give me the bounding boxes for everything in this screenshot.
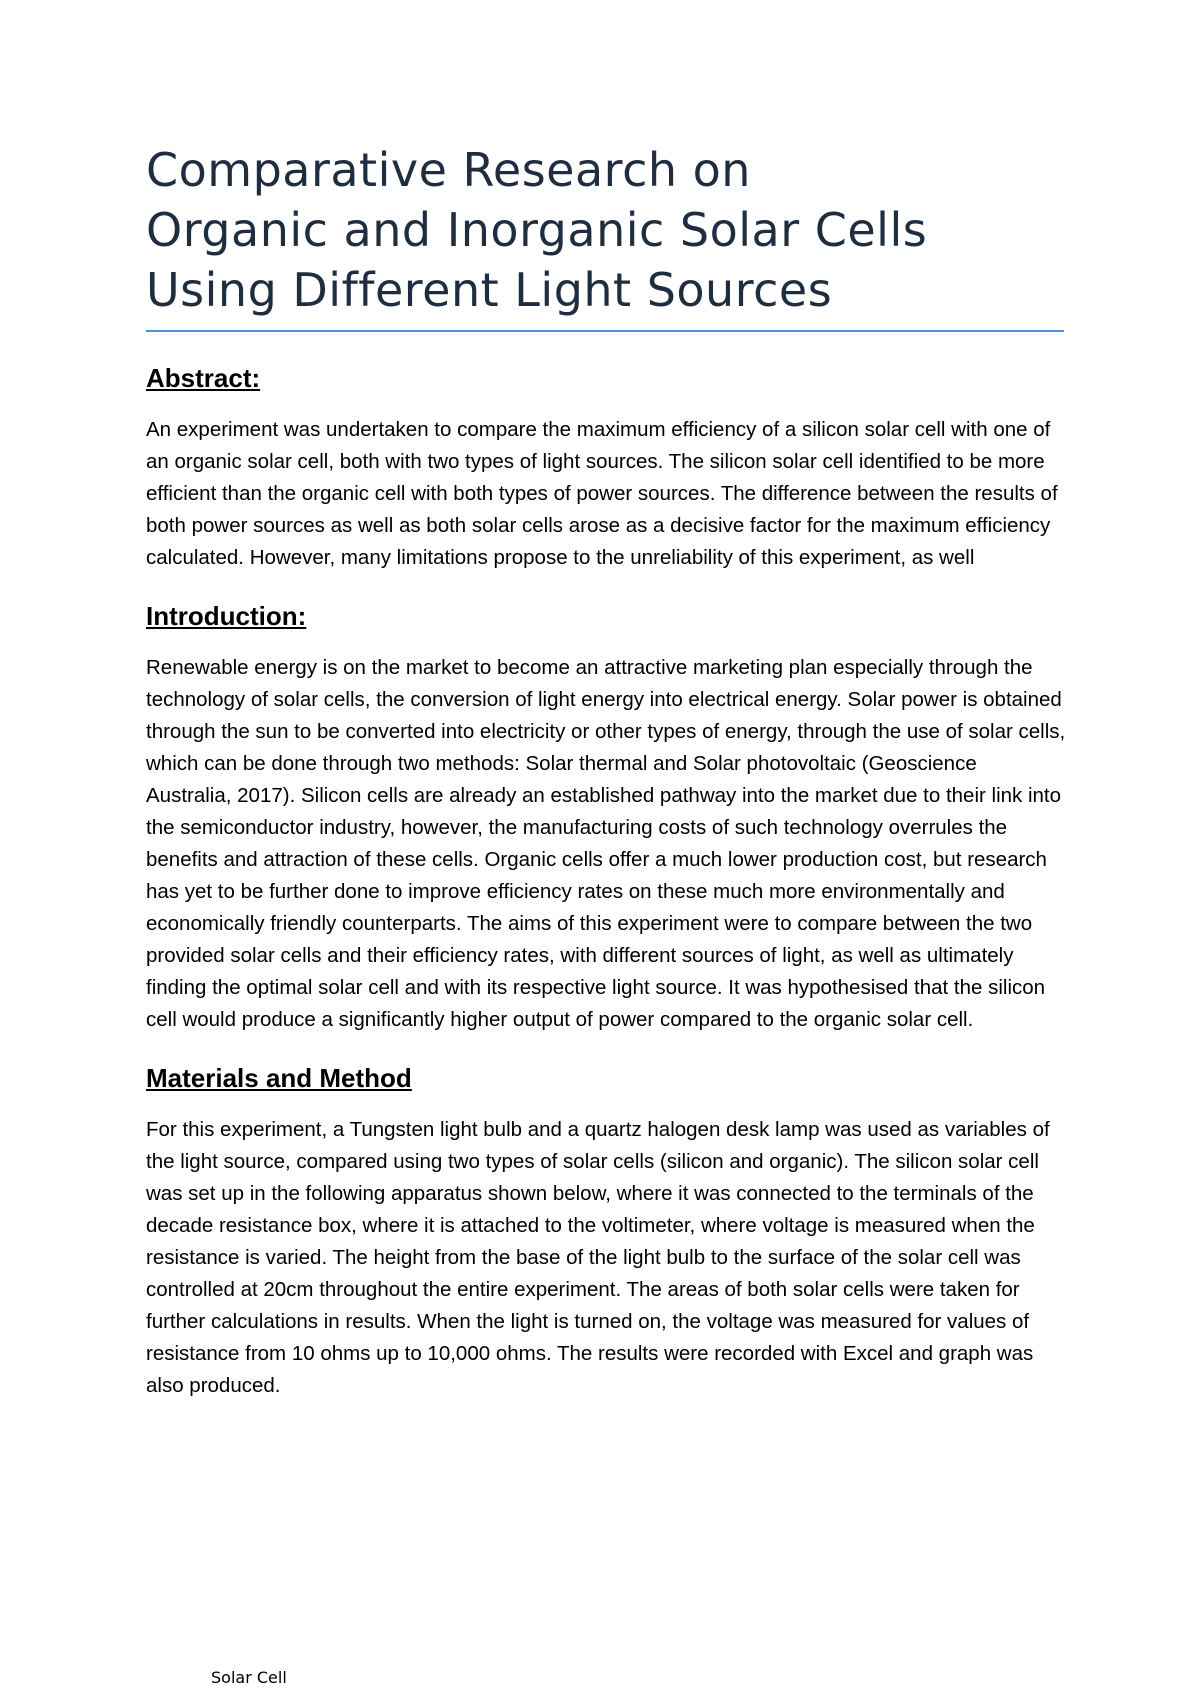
introduction-paragraph: Renewable energy is on the market to become an attractive marketing plan especially through the technology of solar cells, the conversion of light energy into electrical energy. Solar power is obtained through the sun to be converted into electricity or other types of energy, through the use of solar cells, which can be done through two methods: Solar thermal and Solar photovoltaic (Geoscience Australia, 2017). Silicon cells are already an established pathway into the market due to their link into the semiconductor industry, however, the manufacturing costs of such technology overrules the benefits and attraction of these cells. Organic cells offer a much lower production cost, but research has yet to be further done to improve efficiency rates on these much more environmentally and economically friendly counterparts. The aims of this experiment were to compare between the two provided solar cells and their efficiency rates, with different sources of light, as well as ultimately finding the optimal solar cell and with its respective light source. It was hypothesised that the silicon cell would produce a significantly higher output of power compared to the organic solar cell. [146, 656, 1066, 1031]
materials-method-paragraph: For this experiment, a Tungsten light bulb and a quartz halogen desk lamp was used as variables of the light source, compared using two types of solar cells (silicon and organic). The silicon solar cell was set up in the following apparatus shown below, where it was connected to the terminals of the decade resistance box, where it is attached to the voltimeter, where voltage is measured when the resistance is varied. The height from the base of the light bulb to the surface of the solar cell was controlled at 20cm throughout the entire experiment. The areas of both solar cells were taken for further calculations in results. When the light is turned on, the voltage was measured for values of resistance from 10 ohms up to 10,000 ohms. The results were recorded with Excel and graph was also produced. [146, 1118, 1050, 1397]
abstract-section [146, 360, 1066, 574]
introduction-heading: Introduction: [146, 601, 307, 631]
abstract-heading: Abstract: [146, 363, 261, 393]
title-underline-rule [146, 330, 1064, 332]
document-content [146, 140, 1066, 1426]
introduction-section [146, 598, 1066, 1036]
materials-method-heading: Materials and Method [146, 1063, 412, 1093]
materials-method-section [146, 1060, 1066, 1402]
page-footer: Solar Cell [211, 1668, 287, 1687]
abstract-paragraph: An experiment was undertaken to compare the maximum efficiency of a silicon solar cell with one of an organic solar cell, both with two types of light sources. The silicon solar cell identified to be more efficient than the organic cell with both types of power sources. The difference between the results of both power sources as well as both solar cells arose as a decisive factor for the maximum efficiency calculated. However, many limitations propose to the unreliability of this experiment, as well [146, 418, 1058, 569]
document-title: Comparative Research on Organic and Inorganic Solar Cells Using Different Light Sources [146, 143, 928, 317]
